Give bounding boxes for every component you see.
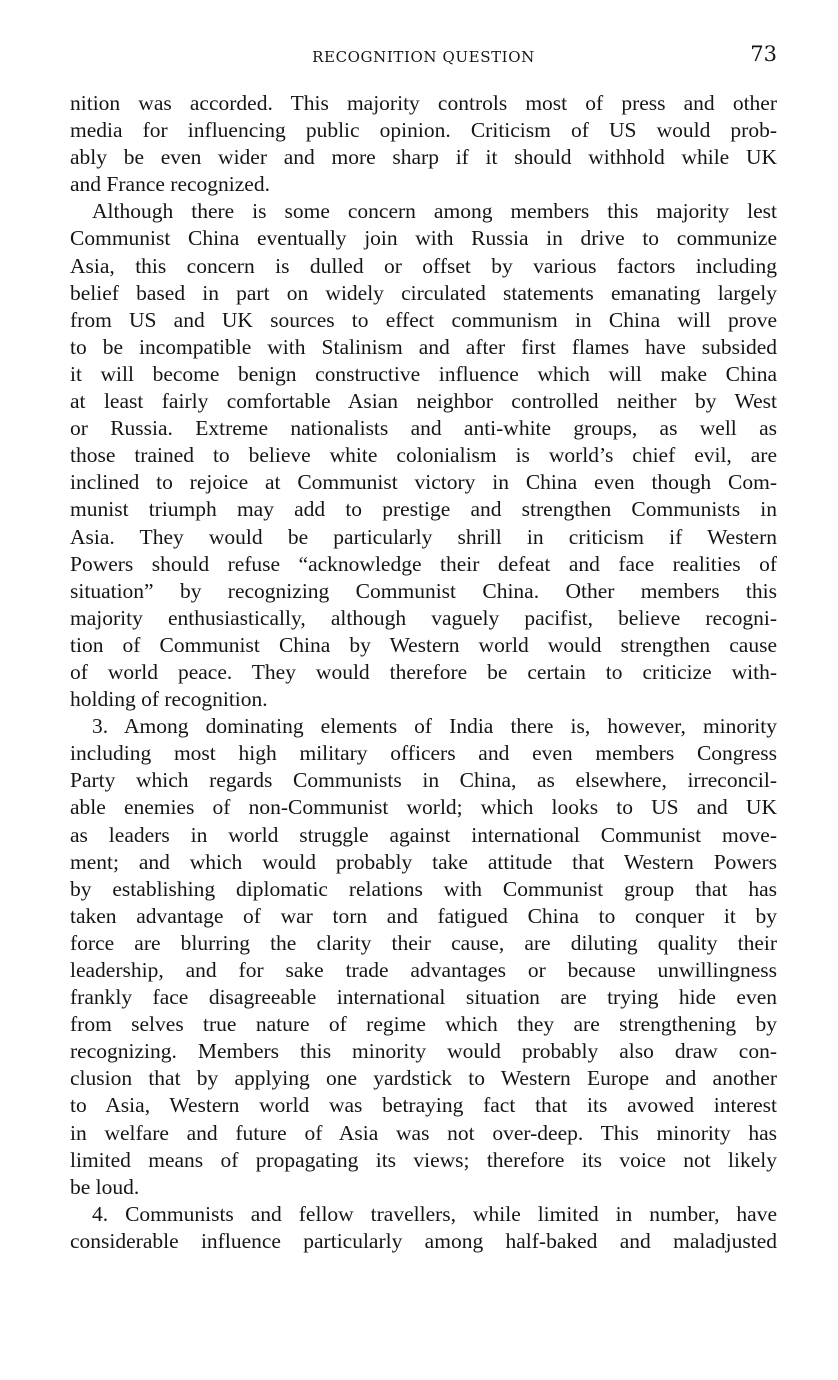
- text-line: force are blurring the clarity their cause, are diluting quality their: [70, 930, 777, 955]
- text-line: recognizing. Members this minority would probably also draw con-: [70, 1039, 777, 1064]
- text-line: tion of Communist China by Western world would strengthen cause: [70, 632, 777, 657]
- text-line: Although there is some concern among members this majority lest: [92, 199, 777, 224]
- text-line: to Asia, Western world was betraying fact that its avowed interest: [70, 1093, 777, 1118]
- text-line: Communist China eventually join with Russia in drive to communize: [70, 226, 777, 251]
- paragraph: [70, 198, 777, 713]
- text-line: frankly face disagreeable international situation are trying hide even: [70, 985, 777, 1010]
- paragraph: [70, 713, 777, 1201]
- text-line: majority enthusiastically, although vaguely pacifist, believe recogni-: [70, 605, 777, 630]
- text-line: Asia. They would be particularly shrill in criticism if Western: [70, 524, 777, 549]
- text-line: situation” by recognizing Communist China. Other members this: [70, 578, 777, 603]
- paragraph: [70, 1201, 777, 1255]
- text-line: ably be even wider and more sharp if it should withhold while UK: [70, 145, 777, 170]
- text-line: 4. Communists and fellow travellers, while limited in number, have: [92, 1201, 777, 1226]
- text-line: at least fairly comfortable Asian neighbor controlled neither by West: [70, 389, 777, 414]
- text-line: be loud.: [70, 1174, 140, 1199]
- text-line: able enemies of non-Communist world; which looks to US and UK: [70, 795, 777, 820]
- text-line: munist triumph may add to prestige and strengthen Communists in: [70, 497, 777, 522]
- text-line: nition was accorded. This majority controls most of press and other: [70, 91, 777, 115]
- running-title: RECOGNITION QUESTION: [312, 48, 535, 66]
- text-line: from selves true nature of regime which they are strengthening by: [70, 1012, 777, 1037]
- text-line: as leaders in world struggle against international Communist move-: [70, 822, 777, 847]
- text-line: taken advantage of war torn and fatigued China to conquer it by: [70, 903, 777, 928]
- text-line: and France recognized.: [70, 172, 270, 197]
- text-line: Powers should refuse “acknowledge their defeat and face realities of: [70, 551, 777, 576]
- text-line: ment; and which would probably take attitude that Western Powers: [70, 849, 777, 874]
- text-line: from US and UK sources to effect communism in China will prove: [70, 307, 777, 332]
- text-line: media for influencing public opinion. Criticism of US would prob-: [70, 118, 777, 143]
- text-line: limited means of propagating its views; therefore its voice not likely: [70, 1147, 777, 1172]
- body-text: [70, 90, 777, 1255]
- text-line: of world peace. They would therefore be certain to criticize with-: [70, 659, 777, 684]
- text-line: by establishing diplomatic relations with Communist group that has: [70, 876, 777, 901]
- text-line: inclined to rejoice at Communist victory in China even though Com-: [70, 470, 777, 495]
- text-line: those trained to believe white colonialism is world’s chief evil, are: [70, 443, 777, 468]
- text-line: Asia, this concern is dulled or offset by various factors including: [70, 253, 777, 278]
- text-line: or Russia. Extreme nationalists and anti-white groups, as well as: [70, 416, 777, 441]
- page-number: 73: [750, 42, 777, 66]
- text-line: to be incompatible with Stalinism and after first flames have subsided: [70, 334, 777, 359]
- text-line: Party which regards Communists in China, as elsewhere, irreconcil-: [70, 768, 777, 793]
- text-line: clusion that by applying one yardstick to Western Europe and another: [70, 1066, 777, 1091]
- text-line: considerable influence particularly among half-baked and maladjusted: [70, 1228, 777, 1253]
- text-line: belief based in part on widely circulated statements emanating largely: [70, 280, 777, 305]
- text-line: in welfare and future of Asia was not over-deep. This minority has: [70, 1120, 777, 1145]
- text-line: including most high military officers and even members Congress: [70, 741, 777, 766]
- running-header: [70, 42, 777, 72]
- paragraph: [70, 90, 777, 198]
- text-line: holding of recognition.: [70, 687, 268, 712]
- text-line: leadership, and for sake trade advantages or because unwillingness: [70, 958, 777, 982]
- text-line: it will become benign constructive influence which will make China: [70, 361, 777, 386]
- text-line: 3. Among dominating elements of India there is, however, minority: [92, 714, 777, 739]
